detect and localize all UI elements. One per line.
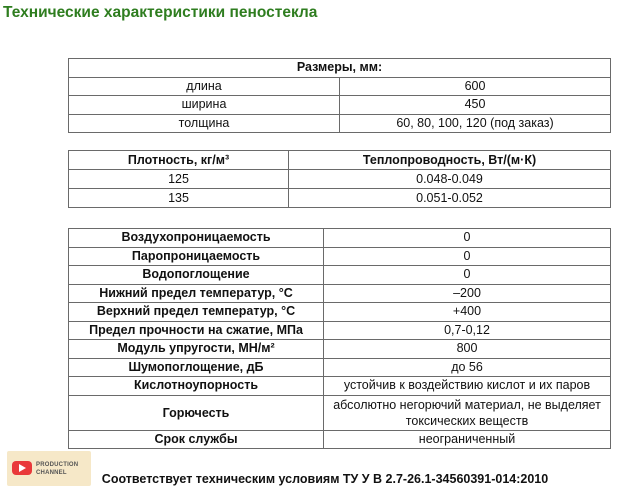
property-value: 0 bbox=[324, 229, 611, 248]
property-label: Шумопоглощение, дБ bbox=[69, 358, 324, 377]
property-label: Модуль упругости, МН/м² bbox=[69, 340, 324, 359]
table-row bbox=[69, 377, 611, 396]
property-label: Кислотноупорность bbox=[69, 377, 324, 396]
property-value: –200 bbox=[324, 284, 611, 303]
density-value: 125 bbox=[69, 170, 289, 189]
size-value: 600 bbox=[340, 77, 611, 96]
page-title: Технические характеристики пеностекла bbox=[3, 4, 318, 21]
table-row bbox=[69, 247, 611, 266]
table-row bbox=[69, 77, 611, 96]
table-row bbox=[69, 395, 611, 430]
property-value: +400 bbox=[324, 303, 611, 322]
property-value: устойчив к воздействию кислот и их паров bbox=[324, 377, 611, 396]
size-label: длина bbox=[69, 77, 340, 96]
property-value: 0 bbox=[324, 266, 611, 285]
table-row bbox=[69, 303, 611, 322]
properties-table bbox=[68, 228, 611, 449]
property-label: Водопоглощение bbox=[69, 266, 324, 285]
table-row bbox=[69, 284, 611, 303]
logo-line2: CHANNEL bbox=[36, 470, 67, 476]
property-label: Верхний предел температур, °С bbox=[69, 303, 324, 322]
property-label: Паропроницаемость bbox=[69, 247, 324, 266]
table-row bbox=[69, 321, 611, 340]
table-row bbox=[69, 229, 611, 248]
property-label: Нижний предел температур, °С bbox=[69, 284, 324, 303]
property-value: 800 bbox=[324, 340, 611, 359]
property-label: Срок службы bbox=[69, 430, 324, 449]
density-value: 135 bbox=[69, 189, 289, 208]
property-value: неограниченный bbox=[324, 430, 611, 449]
size-label: ширина bbox=[69, 96, 340, 115]
conductivity-value: 0.048-0.049 bbox=[289, 170, 611, 189]
footer-note: Соответствует техническим условиям ТУ У В 2.7-26.1-34560391-014:2010 bbox=[101, 472, 549, 486]
table-row bbox=[69, 358, 611, 377]
table-row bbox=[69, 266, 611, 285]
size-value: 450 bbox=[340, 96, 611, 115]
table-row bbox=[69, 114, 611, 133]
logo-line1: PRODUCTION bbox=[36, 462, 79, 468]
density-header: Плотность, кг/м³ bbox=[69, 151, 289, 170]
table-row bbox=[69, 430, 611, 449]
property-label: Предел прочности на сжатие, МПа bbox=[69, 321, 324, 340]
property-value: 0 bbox=[324, 247, 611, 266]
sizes-table bbox=[68, 58, 611, 133]
table-row bbox=[69, 170, 611, 189]
table-row bbox=[69, 96, 611, 115]
conductivity-value: 0.051-0.052 bbox=[289, 189, 611, 208]
property-value: до 56 bbox=[324, 358, 611, 377]
property-label: Воздухопроницаемость bbox=[69, 229, 324, 248]
conductivity-header: Теплопроводность, Вт/(м·К) bbox=[289, 151, 611, 170]
size-label: толщина bbox=[69, 114, 340, 133]
table-row bbox=[69, 340, 611, 359]
sizes-header: Размеры, мм: bbox=[69, 59, 611, 78]
property-label: Горючесть bbox=[69, 395, 324, 430]
size-value: 60, 80, 100, 120 (под заказ) bbox=[340, 114, 611, 133]
property-value: 0,7-0,12 bbox=[324, 321, 611, 340]
density-table bbox=[68, 150, 611, 208]
table-row bbox=[69, 189, 611, 208]
property-value: абсолютно негорючий материал, не выделяет токсических веществ bbox=[324, 395, 611, 430]
